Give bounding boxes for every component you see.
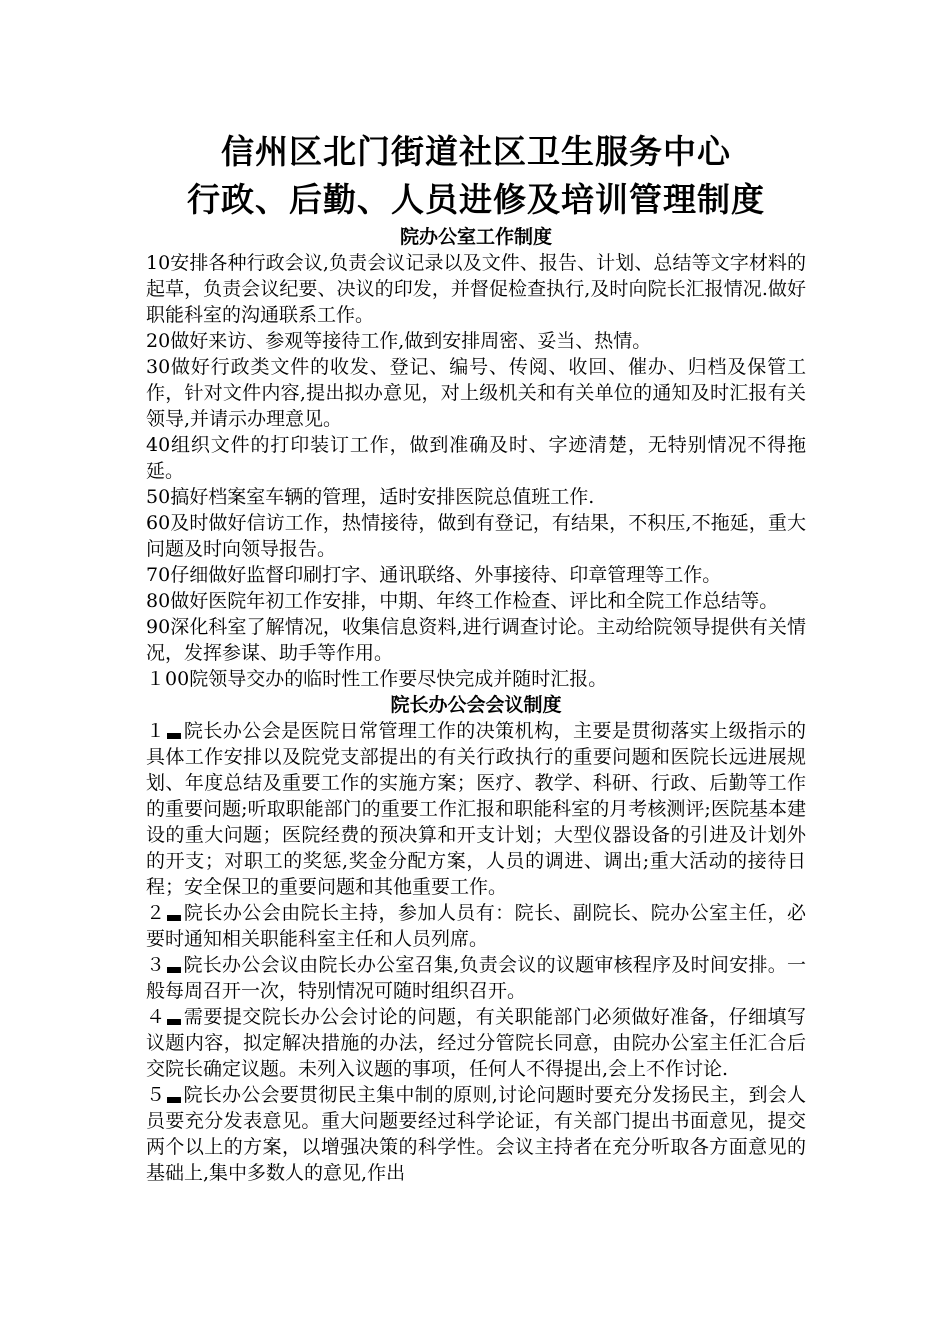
list-item [146, 562, 806, 588]
item-text: 组织文件的打印装订工作，做到准确及时、字迹清楚，无特别情况不得拖延。 [146, 434, 806, 482]
item-text: 需要提交院长办公会讨论的问题，有关职能部门必须做好准备，仔细填写议题内容，拟定解决措施的办法，经过分管院长同意，由院办公室主任汇合后交院长确定议题。未列入议题的事项，任何人不得提出,会上不作讨论. [146, 1006, 806, 1080]
item-text: 深化科室了解情况，收集信息资料,进行调查讨论。主动给院领导提供有关情况，发挥参谋、助手等作用。 [146, 616, 806, 664]
item-text: 做好来访、参观等接待工作,做到安排周密、妥当、热情。 [170, 330, 652, 352]
item-text: 院长办公会要贯彻民主集中制的原则,讨论问题时要充分发扬民主，到会人员要充分发表意见。重大问题要经过科学论证，有关部门提出书面意见，提交两个以上的方案，以增强决策的科学性。会议主持者在充分听取各方面意见的基础上,集中多数人的意见,作出 [146, 1084, 806, 1184]
item-number: ５ [146, 1084, 166, 1106]
item-number: ４ [146, 1006, 166, 1028]
section-office-list [146, 250, 806, 692]
item-number: ２ [146, 902, 166, 924]
item-text: 安排各种行政会议,负责会议记录以及文件、报告、计划、总结等文字材料的起草，负责会议纪要、决议的印发，并督促检查执行,及时向院长汇报情况.做好职能科室的沟通联系工作。 [146, 252, 806, 326]
list-item [146, 432, 806, 484]
item-number: １00 [146, 668, 190, 690]
list-item [146, 666, 806, 692]
item-text: 院长办公会议由院长办公室召集,负责会议的议题审核程序及时间安排。一般每周召开一次，特别情况可随时组织召开。 [146, 954, 806, 1002]
list-item [146, 250, 806, 328]
list-item [146, 328, 806, 354]
document-title-line2: 行政、后勤、人员进修及培训管理制度 [187, 180, 765, 219]
list-item [146, 510, 806, 562]
item-text: 及时做好信访工作，热情接待，做到有登记，有结果，不积压,不拖延，重大问题及时向领导报告。 [146, 512, 806, 560]
section-heading-office: 院办公室工作制度 [399, 226, 552, 248]
list-item [146, 718, 806, 900]
list-item [146, 952, 806, 1004]
item-text: 做好行政类文件的收发、登记、编号、传阅、收回、催办、归档及保管工作，针对文件内容,提出拟办意见，对上级机关和有关单位的通知及时汇报有关领导,并请示办理意见。 [146, 356, 806, 430]
bullet-mark-icon [167, 1019, 181, 1025]
document-page [146, 128, 806, 1186]
item-number: 10 [146, 252, 171, 274]
section-meeting-list [146, 718, 806, 1186]
item-number: 60 [146, 512, 171, 534]
item-text: 搞好档案室车辆的管理，适时安排医院总值班工作. [170, 486, 595, 508]
list-item [146, 900, 806, 952]
item-text: 院领导交办的临时性工作要尽快完成并随时汇报。 [189, 668, 608, 690]
item-number: 90 [146, 616, 171, 638]
list-item [146, 1082, 806, 1186]
item-number: 30 [146, 356, 171, 378]
item-number: ３ [146, 954, 166, 976]
list-item [146, 588, 806, 614]
bullet-mark-icon [167, 733, 181, 739]
bullet-mark-icon [167, 1097, 181, 1103]
item-number: 50 [146, 486, 171, 508]
item-number: 20 [146, 330, 171, 352]
section-heading-meeting: 院长办公会会议制度 [390, 694, 562, 716]
item-text: 仔细做好监督印刷打字、通讯联络、外事接待、印章管理等工作。 [170, 564, 722, 586]
list-item [146, 1004, 806, 1082]
bullet-mark-icon [167, 967, 181, 973]
item-number: １ [146, 720, 166, 742]
item-text: 院长办公会由院长主持，参加人员有：院长、副院长、院办公室主任，必要时通知相关职能科室主任和人员列席。 [146, 902, 806, 950]
item-number: 80 [146, 590, 171, 612]
list-item [146, 614, 806, 666]
document-title-line1: 信州区北门街道社区卫生服务中心 [221, 132, 731, 171]
item-text: 院长办公会是医院日常管理工作的决策机构，主要是贯彻落实上级指示的具体工作安排以及院党支部提出的有关行政执行的重要问题和医院长远进展规划、年度总结及重要工作的实施方案；医疗、教学、科研、行政、后勤等工作的重要问题;听取职能部门的重要工作汇报和职能科室的月考核测评;医院基本建设的重大问题；医院经费的预决算和开支计划；大型仪器设备的引进及计划外的开支；对职工的奖惩,奖金分配方案，人员的调进、调出;重大活动的接待日程；安全保卫的重要问题和其他重要工作。 [146, 720, 806, 898]
list-item [146, 354, 806, 432]
item-text: 做好医院年初工作安排，中期、年终工作检查、评比和全院工作总结等。 [170, 590, 779, 612]
list-item [146, 484, 806, 510]
item-number: 70 [146, 564, 171, 586]
item-number: 40 [146, 434, 171, 456]
bullet-mark-icon [167, 915, 181, 921]
